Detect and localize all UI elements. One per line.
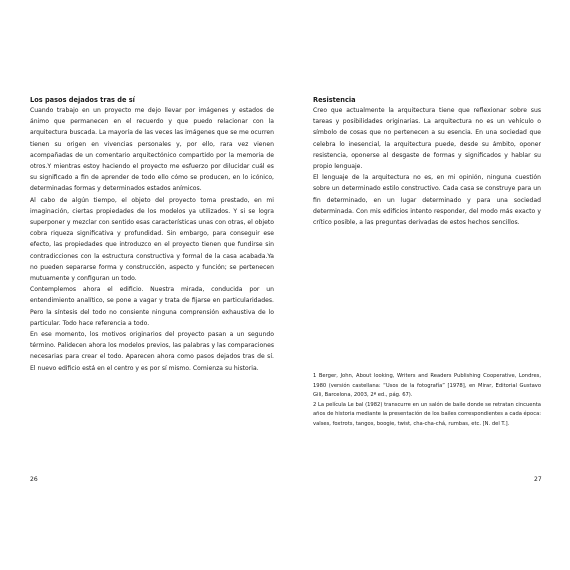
- page-number-left: 26: [30, 476, 38, 483]
- footnotes: [313, 372, 541, 430]
- page-number-right: 27: [534, 476, 542, 483]
- section-heading-right: Resistencia: [313, 96, 356, 104]
- paragraph: Al cabo de algún tiempo, el objeto del proyecto toma prestado, en mi imaginación, ciertas propiedades de los modelos ya utilizados. Y si se logra superponer y mezclar con sentido esas características unas con otras, el objeto cobra riqueza significativa y profundidad. Sin embargo, para conseguir ese efecto, las propiedades que introduzco en el proyecto tienen que fundirse sin contradicciones con la estructura constructiva y formal de la casa acabada.Ya no pueden separarse forma y construcción, aspecto y función; se pertenecen mutuamente y configuran un todo.: [30, 196, 274, 283]
- paragraph: El lenguaje de la arquitectura no es, en mi opinión, ninguna cuestión sobre un determinado estilo constructivo. Cada casa se construye para un fin determinado, en un lugar determinado y para una sociedad determinada. Con mis edificios intento responder, del modo más exacto y crítico posible, a las preguntas derivadas de estos hechos sencillos.: [313, 174, 541, 227]
- footnote: 1 Berger, John, About looking, Writers and Readers Publishing Cooperative, Londres, 1980 (versión castellana: “Usos de la fotografía” [1978], en Mirar, Editorial Gustavo Gili, Barcelona, 2003, 2ª ed., pág. 67).: [313, 373, 541, 399]
- paragraph: Creo que actualmente la arquitectura tiene que reflexionar sobre sus tareas y posibilidades originarias. La arquitectura no es un vehículo o símbolo de cosas que no pertenecen a su esencia. En una sociedad que celebra lo inesencial, la arquitectura puede, desde su ámbito, oponer resistencia, oponerse al desgaste de formas y significados y hablar su propio lenguaje.: [313, 107, 541, 171]
- paragraph: En ese momento, los motivos originarios del proyecto pasan a un segundo término. Palidecen ahora los modelos previos, las palabras y las comparaciones necesarias para crear el todo. Aparecen ahora como pasos dejados tras de sí. El nuevo edificio está en el centro y es por sí mismo. Comienza su historia.: [30, 331, 274, 372]
- footnote: 2 La película Le bal (1982) transcurre en un salón de baile donde se retratan cincuenta años de historia mediante la presentación de los bailes correspondientes a cada época: valses, foxtrots, tangos, boogie, twist, cha-cha-chá, rumbas, etc. [N. del T.].: [313, 401, 541, 427]
- section-heading-left: Los pasos dejados tras de sí: [30, 96, 135, 104]
- right-page-text: [313, 96, 541, 228]
- paragraph: Contemplemos ahora el edificio. Nuestra mirada, conducida por un entendimiento analítico, se pone a vagar y trata de fijarse en particularidades. Pero la síntesis del todo no consiente ninguna comprensión exhaustiva de lo particular. Todo hace referencia a todo.: [30, 286, 274, 327]
- left-page-text: [30, 96, 274, 374]
- paragraph: Cuando trabajo en un proyecto me dejo llevar por imágenes y estados de ánimo que permanecen en el recuerdo y que puedo relacionar con la arquitectura buscada. La mayoría de las veces las imágenes que se me ocurren tienen su origen en vivencias personales y, por ello, rara vez vienen acompañadas de un comentario arquitectónico compartido por la memoria de otros.Y mientras estoy haciendo el proyecto me esfuerzo por dilucidar cuál es su significado a fin de aprender de todo ello cómo se producen, en lo icónico, determinadas formas y determinados estados anímicos.: [30, 107, 275, 193]
